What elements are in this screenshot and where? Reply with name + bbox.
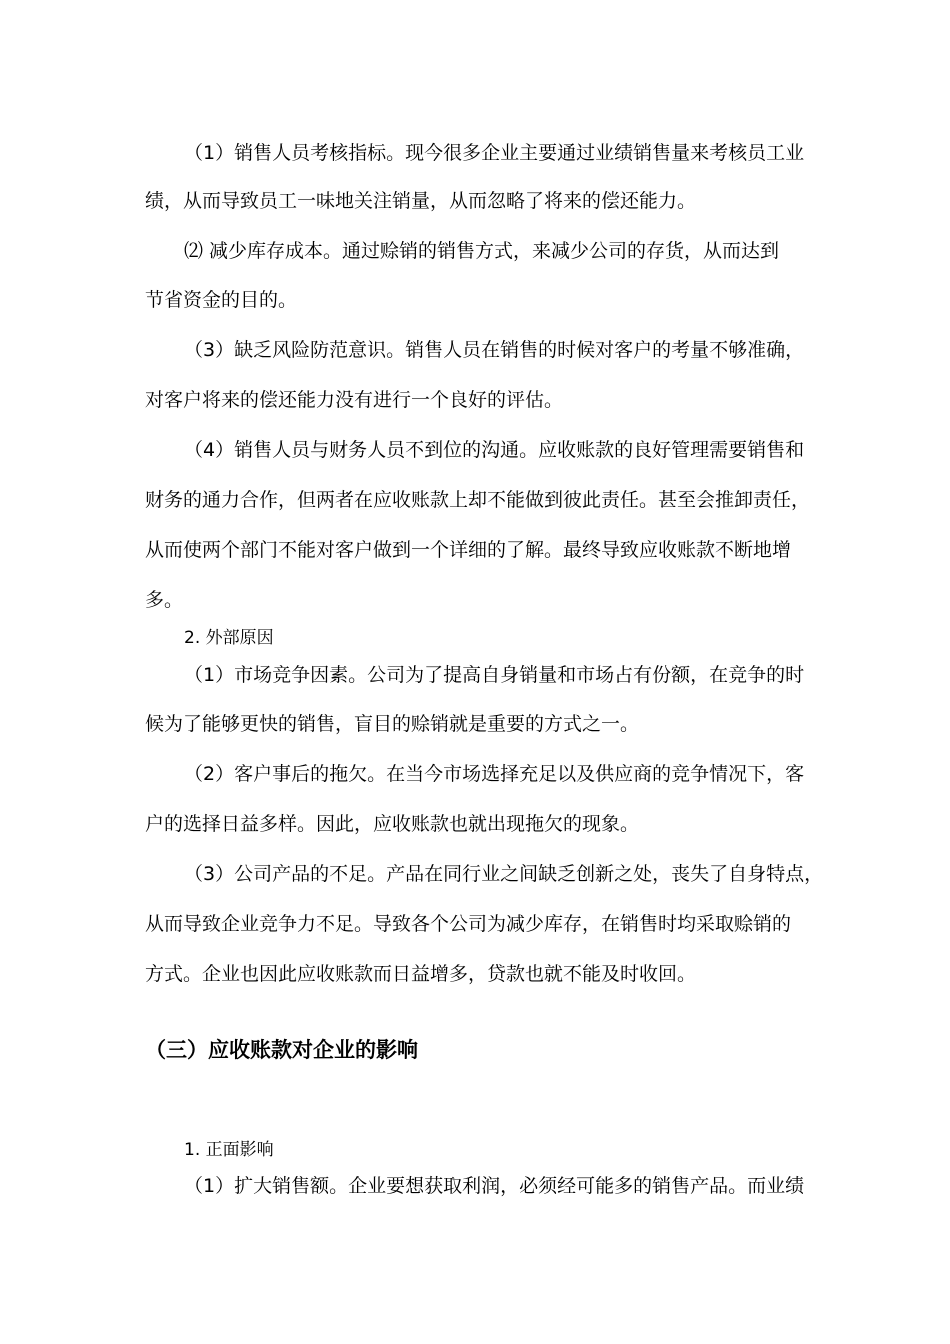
section-heading: （三）应收账款对企业的影响	[145, 1038, 418, 1062]
paragraph-line: 对客户将来的偿还能力没有进行一个良好的评估。	[145, 389, 564, 411]
paragraph-line: （2）客户事后的拖欠。在当今市场选择充足以及供应商的竞争情况下，客	[184, 763, 805, 785]
paragraph-line: 节省资金的目的。	[145, 289, 298, 311]
paragraph-line: 户的选择日益多样。因此，应收账款也就出现拖欠的现象。	[145, 813, 640, 835]
paragraph-line: 从而使两个部门不能对客户做到一个详细的了解。最终导致应收账款不断地增	[145, 539, 792, 561]
paragraph-line: （4）销售人员与财务人员不到位的沟通。应收账款的良好管理需要销售和	[184, 439, 805, 461]
subsection-label: 2. 外部原因	[184, 628, 274, 648]
paragraph-line: 绩，从而导致员工一味地关注销量，从而忽略了将来的偿还能力。	[145, 190, 697, 212]
paragraph-line: （1）市场竞争因素。公司为了提高自身销量和市场占有份额，在竞争的时	[184, 664, 805, 686]
paragraph-line: 候为了能够更快的销售，盲目的赊销就是重要的方式之一。	[145, 713, 640, 735]
paragraph-line: （1）销售人员考核指标。现今很多企业主要通过业绩销售量来考核员工业	[184, 142, 805, 164]
paragraph-line: 方式。企业也因此应收账款而日益增多，贷款也就不能及时收回。	[145, 963, 697, 985]
paragraph-line: （3）公司产品的不足。产品在同行业之间缺乏创新之处，丧失了自身特点，	[184, 863, 824, 885]
paragraph-line: （3）缺乏风险防范意识。销售人员在销售的时候对客户的考量不够准确，	[184, 339, 805, 361]
paragraph-line: 多。	[145, 589, 184, 611]
paragraph-line: ⑵ 减少库存成本。通过赊销的销售方式，来减少公司的存货，从而达到	[184, 240, 780, 262]
subsection-label: 1. 正面影响	[184, 1140, 274, 1160]
paragraph-line: 财务的通力合作，但两者在应收账款上却不能做到彼此责任。甚至会推卸责任，	[145, 489, 811, 511]
paragraph-line: 从而导致企业竞争力不足。导致各个公司为减少库存，在销售时均采取赊销的	[145, 913, 792, 935]
paragraph-line: （1）扩大销售额。企业要想获取利润，必须经可能多的销售产品。而业绩	[184, 1175, 805, 1197]
